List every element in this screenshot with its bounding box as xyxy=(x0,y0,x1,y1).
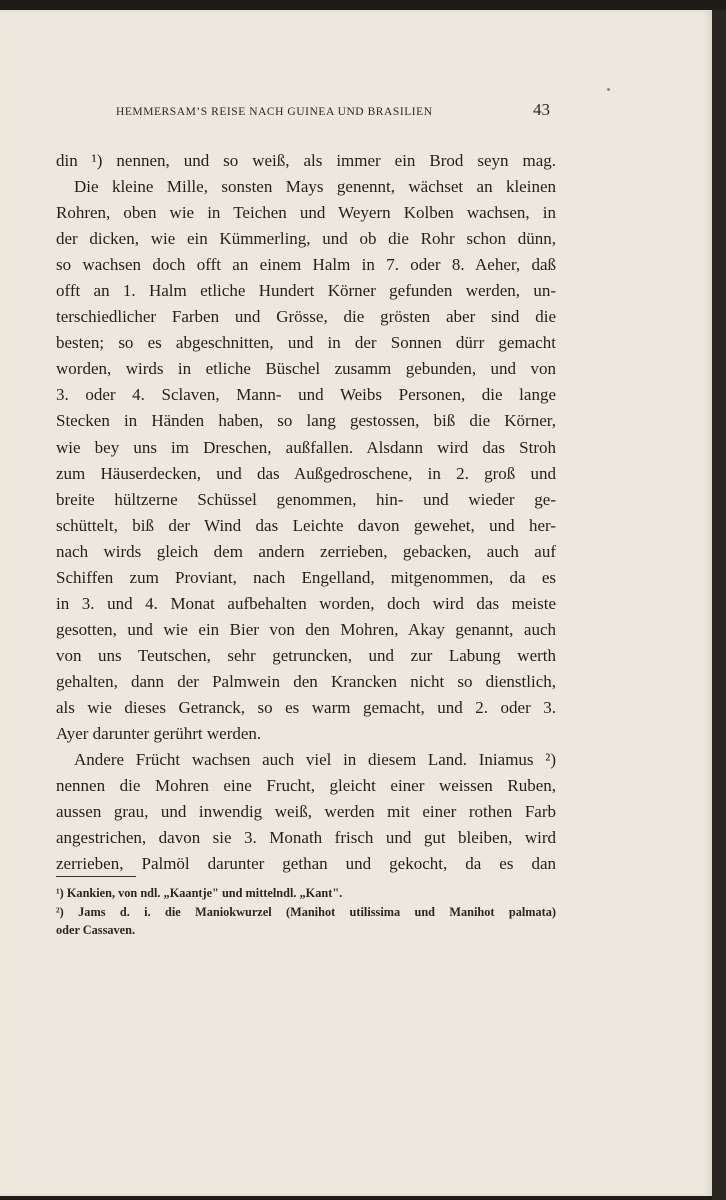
footnote-divider xyxy=(56,876,136,877)
text-line: der dicken, wie ein Kümmerling, und ob die Rohr schon dünn, xyxy=(56,229,556,249)
footnote-1: ¹) Kankien, von ndl. „Kaantje" und mittelndl. „Kant". xyxy=(56,886,343,900)
text-line: worden, wirds in etliche Büschel zusamm gebunden, und von xyxy=(56,359,556,379)
text-line: breite hültzerne Schüssel genommen, hin- und wieder ge- xyxy=(56,489,556,509)
text-line: din ¹) nennen, und so weiß, als immer ein Brod seyn mag. xyxy=(56,151,556,170)
text-line: angestrichen, davon sie 3. Monath frisch und gut bleiben, wird xyxy=(56,828,556,848)
text-line: Die kleine Mille, sonsten Mays genennt, wächset an kleinen xyxy=(74,177,556,197)
footnotes xyxy=(56,884,556,940)
text-line: 3. oder 4. Sclaven, Mann- und Weibs Personen, die lange xyxy=(56,385,556,405)
text-line: gehalten, dann der Palmwein den Krancken nicht so dienstlich, xyxy=(56,671,556,691)
text-line: Andere Frücht wachsen auch viel in diesem Land. Iniamus ²) xyxy=(74,750,556,770)
text-line: besten; so es abgeschnitten, und in der Sonnen dürr gemacht xyxy=(56,333,556,353)
text-line: wie bey uns im Dreschen, außfallen. Alsdann wird das Stroh xyxy=(56,437,556,457)
page-edge-shadow xyxy=(712,10,726,1200)
text-line: offt an 1. Halm etliche Hundert Körner gefunden werden, un- xyxy=(56,281,556,301)
text-line: schüttelt, biß der Wind das Leichte davon gewehet, und her- xyxy=(56,515,556,535)
text-line: zerrieben, Palmöl darunter gethan und gekocht, da es dan xyxy=(56,854,556,874)
text-line: als wie dieses Getranck, so es warm gemacht, und 2. oder 3. xyxy=(56,697,556,717)
text-line: gesotten, und wie ein Bier von den Mohren, Akay genannt, auch xyxy=(56,619,556,639)
text-line: in 3. und 4. Monat aufbehalten worden, doch wird das meiste xyxy=(56,593,556,613)
running-title: HEMMERSAM’S REISE NACH GUINEA UND BRASILIEN xyxy=(116,106,433,118)
text-line: nach wirds gleich dem andern zerrieben, gebacken, auch auf xyxy=(56,541,556,561)
text-line: Stecken in Händen haben, so lang gestossen, biß die Körner, xyxy=(56,411,556,431)
page-number: 43 xyxy=(533,100,550,119)
text-line: von uns Teutschen, sehr getruncken, und zur Labung werth xyxy=(56,645,556,665)
text-line: terschiedlicher Farben und Grösse, die grösten aber sind die xyxy=(56,307,556,327)
text-line: so wachsen doch offt an einem Halm in 7. oder 8. Aeher, daß xyxy=(56,255,556,275)
text-line: Ayer darunter gerührt werden. xyxy=(56,724,262,744)
text-line: Schiffen zum Proviant, nach Engelland, mitgenommen, da es xyxy=(56,567,556,587)
running-head xyxy=(116,100,556,126)
text-line: aussen grau, und inwendig weiß, werden mit einer rothen Farb xyxy=(56,802,556,822)
body-text xyxy=(56,148,556,877)
paper-speck xyxy=(607,88,610,91)
text-line: Rohren, oben wie in Teichen und Weyern Kolben wachsen, in xyxy=(56,203,556,223)
footnote-2: ²) Jams d. i. die Maniokwurzel (Manihot utilissima und Manihot palmata) xyxy=(56,904,556,919)
footnote-2-continued: oder Cassaven. xyxy=(56,923,136,937)
text-line: zum Häuserdecken, und das Außgedroschene, in 2. groß und xyxy=(56,463,556,483)
text-line: nennen die Mohren eine Frucht, gleicht einer weissen Ruben, xyxy=(56,776,556,796)
